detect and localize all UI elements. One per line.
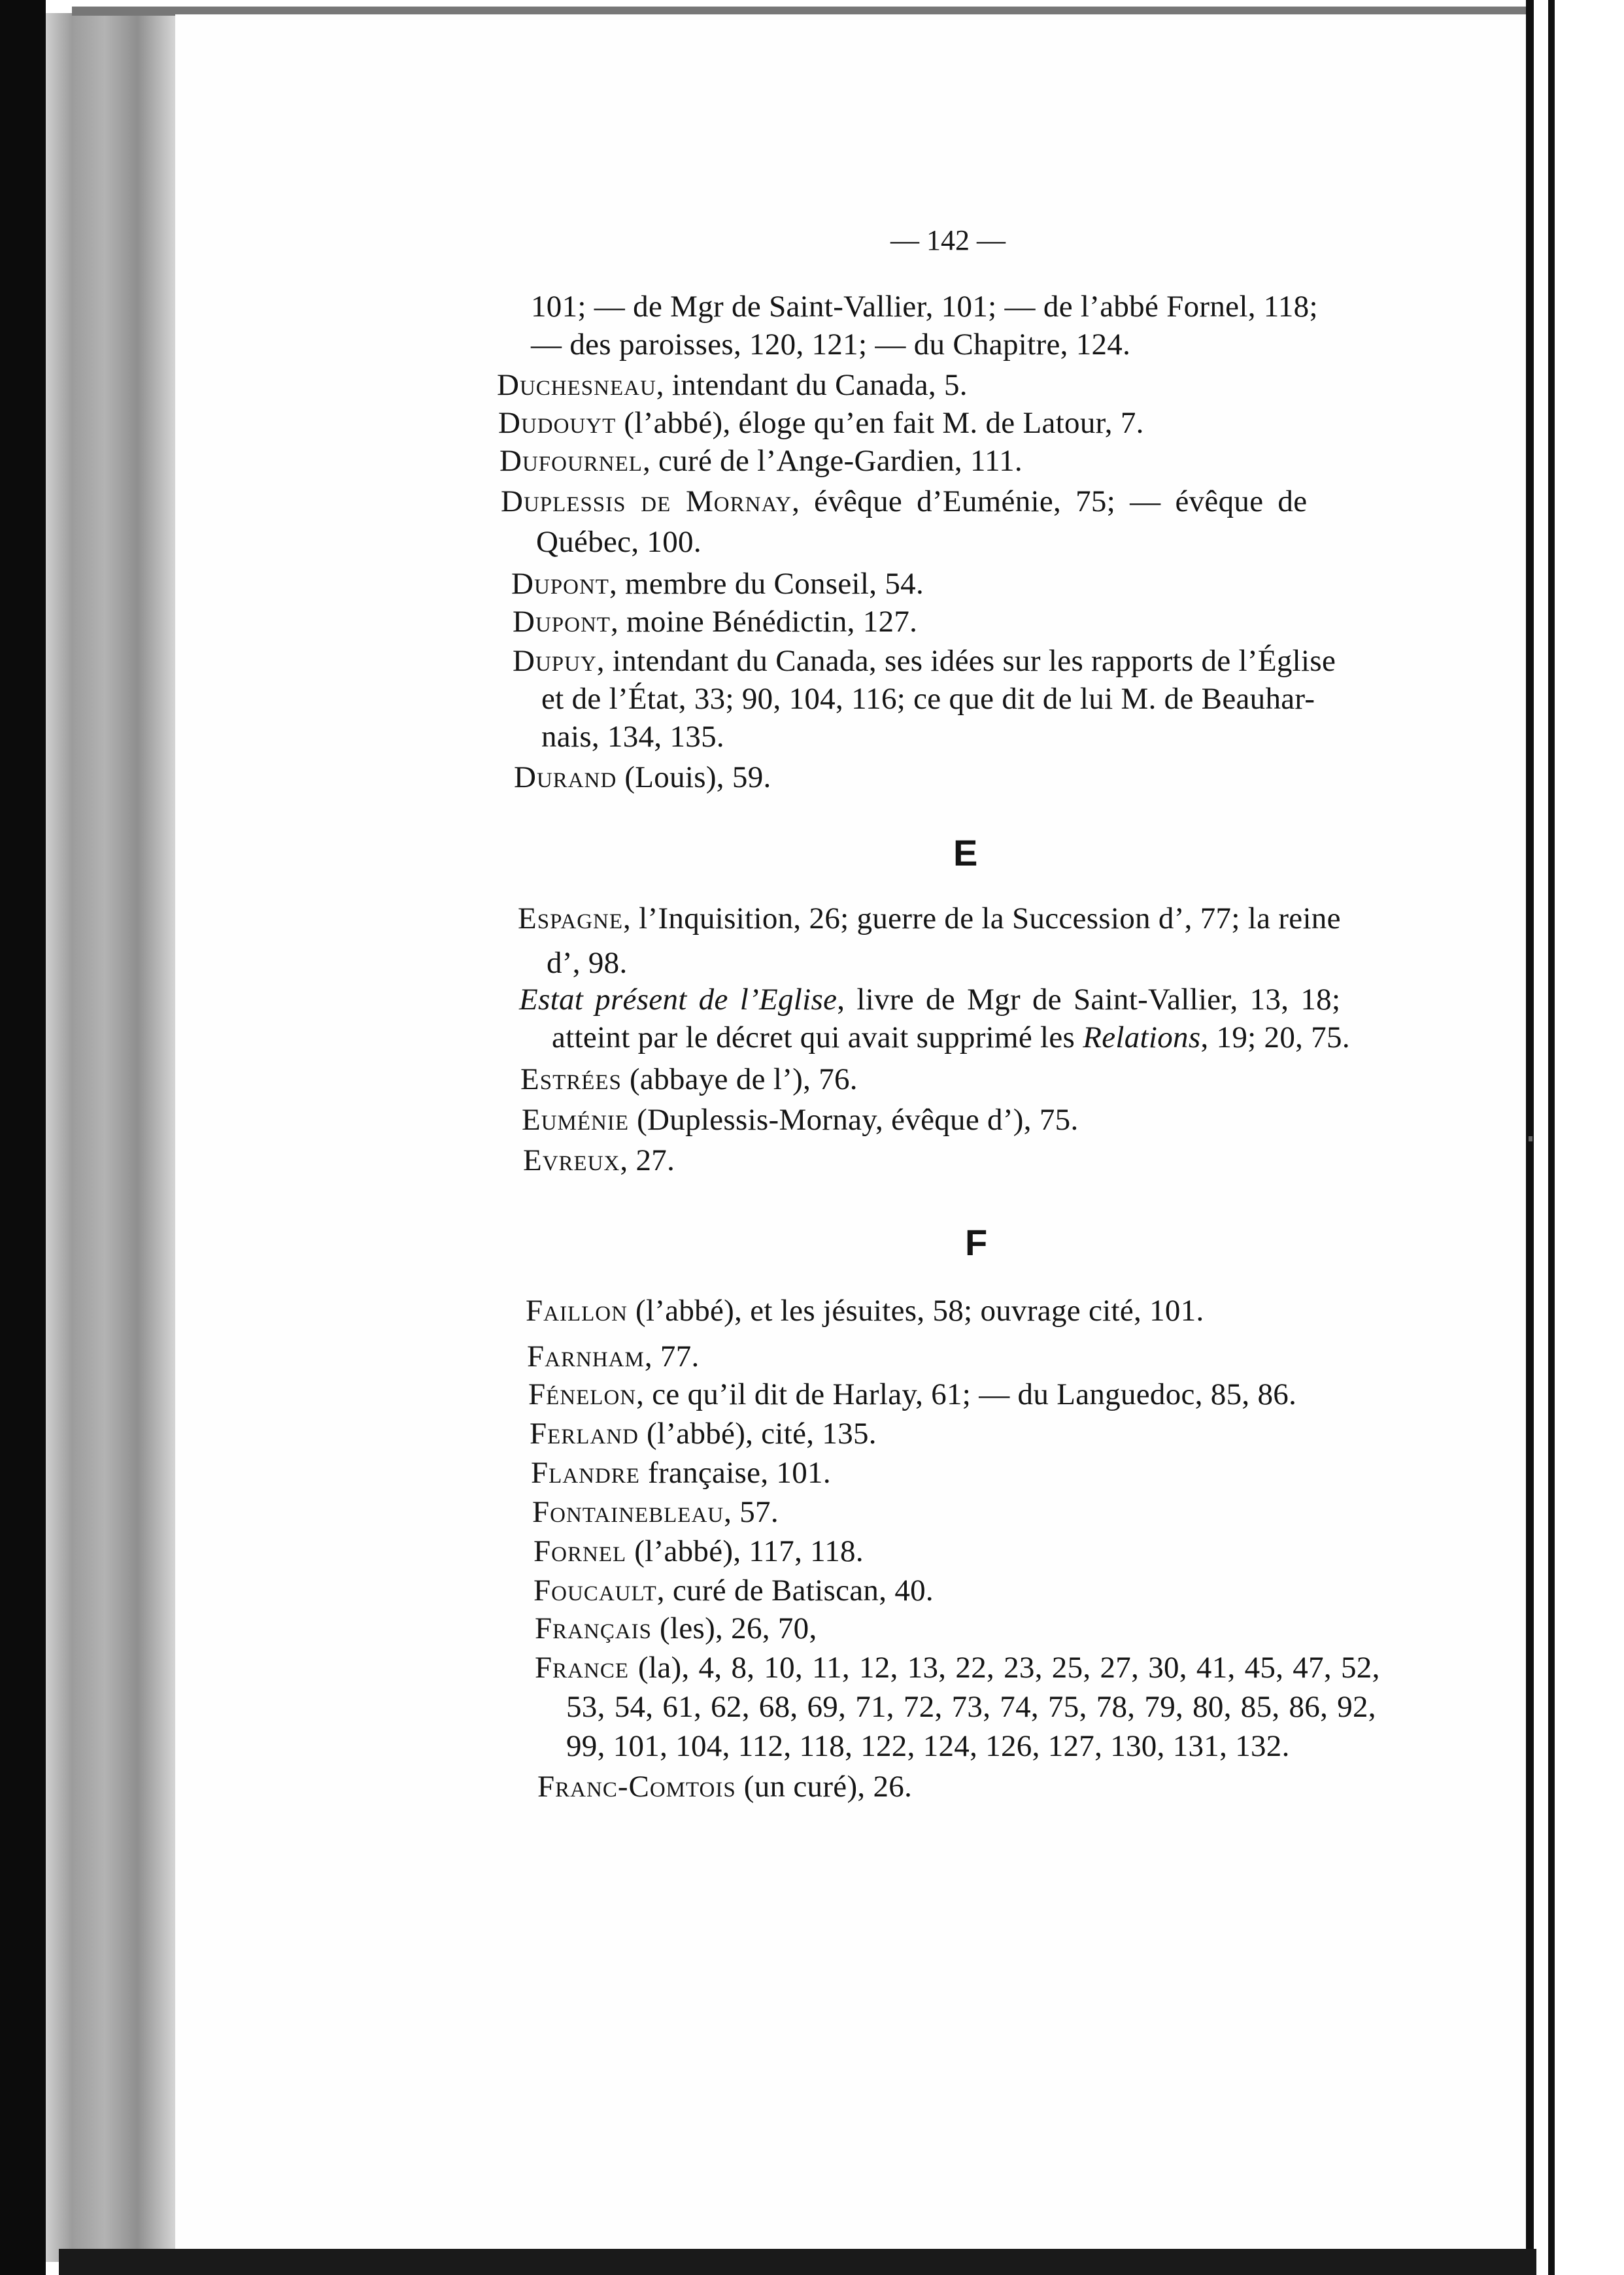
index-entry: Ferland (l’abbé), cité, 135.	[530, 1417, 877, 1451]
entry-heading: Flandre	[531, 1456, 640, 1490]
index-entry: Dupuy, intendant du Canada, ses idées sur les rapports de l’Église	[513, 644, 1336, 678]
section-letter: E	[953, 832, 978, 873]
index-entry: Fornel (l’abbé), 117, 118.	[533, 1534, 864, 1568]
section-letter: F	[965, 1222, 988, 1263]
index-entry: Français (les), 26, 70,	[535, 1611, 817, 1645]
index-entry-line: 53, 54, 61, 62, 68, 69, 71, 72, 73, 74, 75, 78, 79, 80, 85, 86, 92,	[566, 1690, 1376, 1724]
index-entry: Dupont, membre du Conseil, 54.	[511, 567, 924, 601]
index-entry: Durand (Louis), 59.	[514, 760, 771, 794]
index-entry: Estrées (abbaye de l’), 76.	[520, 1062, 858, 1096]
index-entry: Foucault, curé de Batiscan, 40.	[533, 1574, 934, 1608]
index-entry-line: — des paroisses, 120, 121; — du Chapitre, 124.	[531, 328, 1131, 362]
entry-heading: Farnham	[527, 1340, 645, 1373]
index-entry: Farnham, 77.	[527, 1340, 700, 1373]
index-entry: Franc-Comtois (un curé), 26.	[537, 1770, 913, 1804]
index-entry: Duplessis de Mornay, évêque d’Euménie, 75; — évêque de	[501, 484, 1308, 518]
entry-heading: Duchesneau	[497, 368, 656, 402]
index-entry: Faillon (l’abbé), et les jésuites, 58; ouvrage cité, 101.	[526, 1294, 1204, 1328]
entry-heading: Ferland	[530, 1417, 639, 1451]
entry-heading: Faillon	[526, 1294, 628, 1328]
entry-heading: France	[535, 1651, 629, 1685]
index-entry-line: et de l’État, 33; 90, 104, 116; ce que dit de lui M. de Beauhar-	[541, 682, 1315, 716]
page-number: — 142 —	[890, 224, 1006, 256]
index-entry-line: d’, 98.	[547, 946, 628, 980]
entry-heading: Dufournel	[499, 444, 643, 478]
entry-heading: Durand	[514, 760, 617, 794]
entry-heading: Dudouyt	[498, 406, 617, 440]
index-entry-line: atteint par le décret qui avait supprimé les Relations, 19; 20, 75.	[552, 1020, 1350, 1054]
entry-heading: Franc-Comtois	[537, 1770, 736, 1804]
entry-heading: Fornel	[533, 1534, 627, 1568]
index-entry: Euménie (Duplessis-Mornay, évêque d’), 75.	[522, 1103, 1079, 1137]
entry-heading: Dupont	[513, 605, 611, 639]
index-entry: Espagne, l’Inquisition, 26; guerre de la Succession d’, 77; la reine	[518, 902, 1341, 935]
entry-heading: Foucault	[533, 1574, 657, 1608]
entry-heading: Espagne	[518, 902, 624, 935]
index-entry: Dufournel, curé de l’Ange-Gardien, 111.	[499, 444, 1023, 478]
entry-heading: Estrées	[520, 1062, 622, 1096]
index-entry-line: nais, 134, 135.	[541, 720, 724, 754]
entry-heading: Fénelon	[528, 1377, 637, 1411]
entry-heading: Français	[535, 1611, 652, 1645]
index-entry: Estat présent de l’Eglise, livre de Mgr de Saint-Vallier, 13, 18;	[519, 983, 1341, 1017]
index-entry-line: 101; — de Mgr de Saint-Vallier, 101; — de l’abbé Fornel, 118;	[531, 290, 1318, 324]
index-entry-line: Québec, 100.	[536, 525, 702, 559]
index-entry: Fontainebleau, 57.	[532, 1495, 779, 1529]
entry-heading: Evreux	[523, 1143, 620, 1177]
index-entry: Fénelon, ce qu’il dit de Harlay, 61; — du Languedoc, 85, 86.	[528, 1377, 1297, 1411]
index-entry: Evreux, 27.	[523, 1143, 675, 1177]
entry-heading: Dupont	[511, 567, 609, 601]
index-entry: Duchesneau, intendant du Canada, 5.	[497, 368, 968, 402]
index-entry: Dupont, moine Bénédictin, 127.	[513, 605, 918, 639]
entry-heading: Duplessis de Mornay	[501, 484, 792, 518]
index-entry: France (la), 4, 8, 10, 11, 12, 13, 22, 23, 25, 27, 30, 41, 45, 47, 52,	[535, 1651, 1380, 1685]
cited-title: Relations	[1083, 1020, 1201, 1054]
entry-heading: Euménie	[522, 1103, 630, 1137]
entry-heading: Dupuy	[513, 644, 597, 678]
entry-heading: Fontainebleau	[532, 1495, 724, 1529]
index-entry: Flandre française, 101.	[531, 1456, 831, 1490]
index-entry-line: 99, 101, 104, 112, 118, 122, 124, 126, 127, 130, 131, 132.	[566, 1729, 1290, 1763]
entry-heading-italic: Estat présent de l’Eglise	[519, 983, 837, 1017]
index-entry: Dudouyt (l’abbé), éloge qu’en fait M. de Latour, 7.	[498, 406, 1144, 440]
